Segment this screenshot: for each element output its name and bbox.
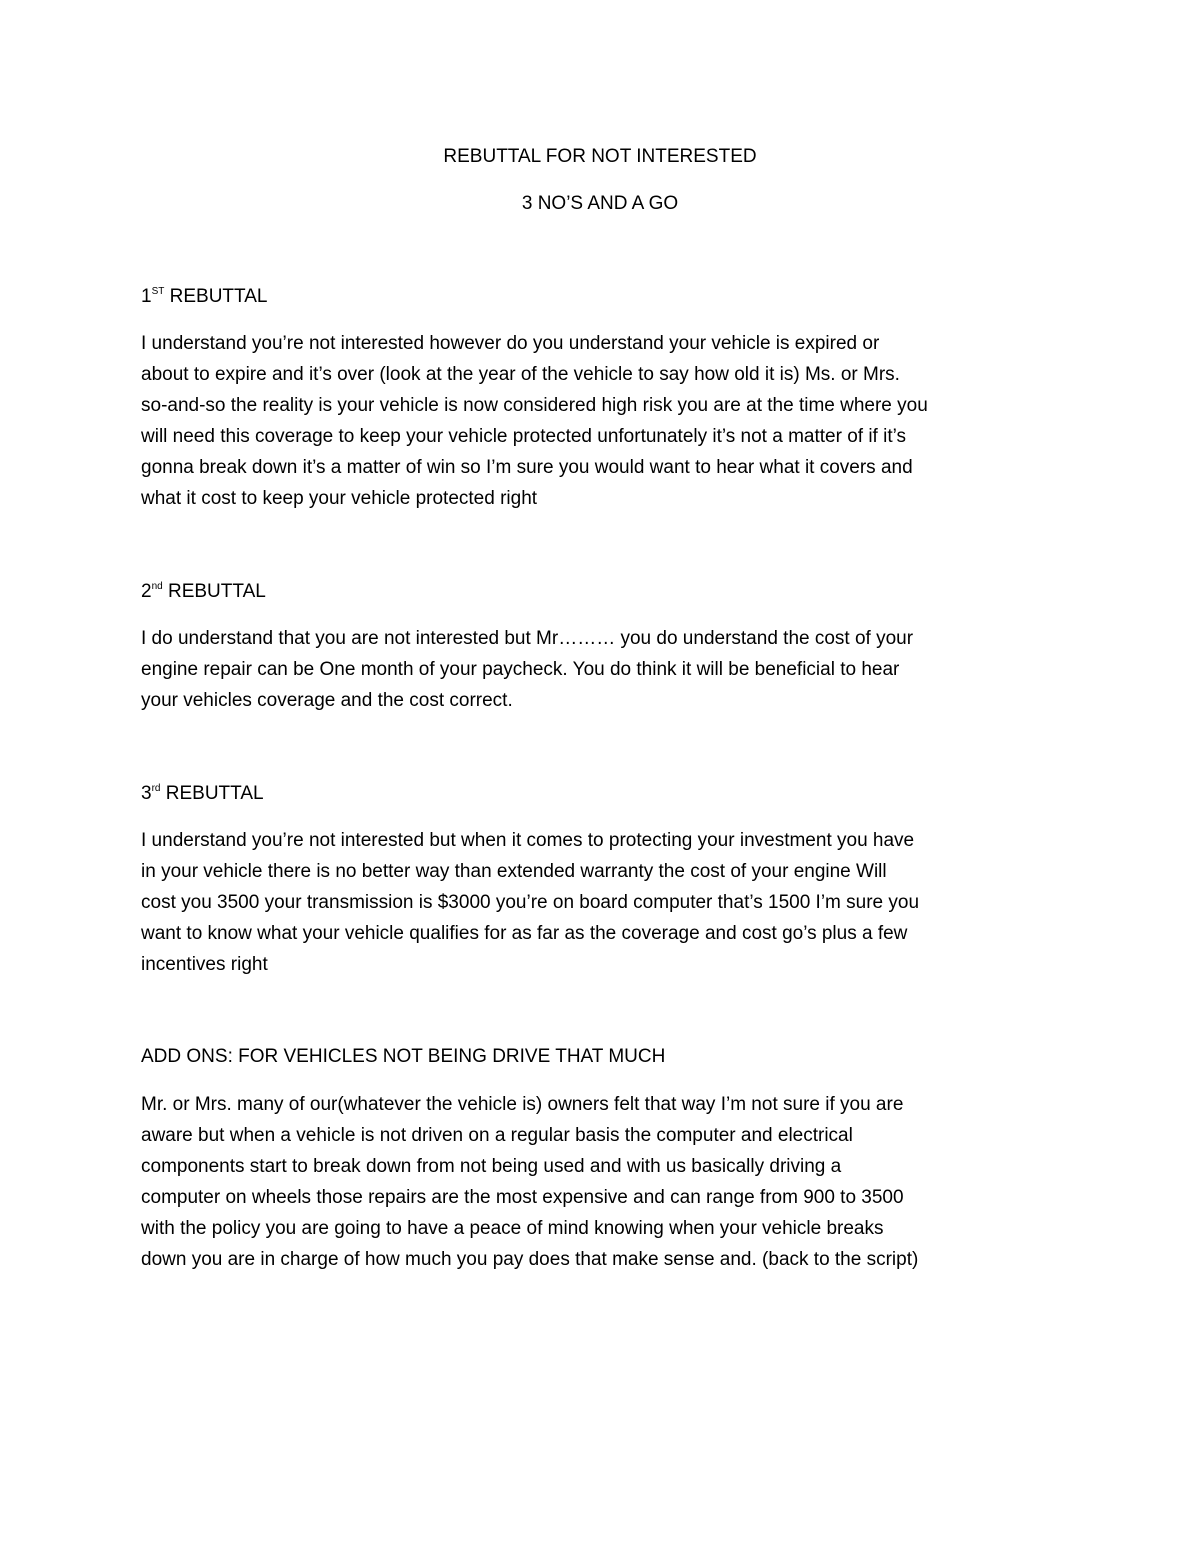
paragraph-line: engine repair can be One month of your paycheck. You do think it will be beneficial to hear — [141, 659, 900, 680]
paragraph-line: want to know what your vehicle qualifies for as far as the coverage and cost go’s plus a few — [141, 923, 908, 944]
paragraph-line: what it cost to keep your vehicle protected right — [141, 488, 538, 509]
document-subtitle: 3 NO’S AND A GO — [521, 193, 679, 214]
section-heading-add-ons: ADD ONS: FOR VEHICLES NOT BEING DRIVE THAT MUCH — [141, 1046, 666, 1067]
paragraph-line: aware but when a vehicle is not driven on a regular basis the computer and electrical — [141, 1125, 853, 1146]
paragraph-second-rebuttal — [141, 623, 1066, 716]
paragraph-line: will need this coverage to keep your vehicle protected unfortunately it’s not a matter of if it’s — [141, 426, 906, 447]
paragraph-add-ons — [141, 1089, 1066, 1275]
document-title: REBUTTAL FOR NOT INTERESTED — [443, 146, 757, 167]
section-heading-text: REBUTTAL — [162, 581, 266, 602]
ordinal-suffix: rd — [151, 783, 161, 794]
ordinal-suffix: nd — [151, 581, 163, 592]
paragraph-line: with the policy you are going to have a peace of mind knowing when your vehicle breaks — [141, 1218, 884, 1239]
paragraph-line: computer on wheels those repairs are the most expensive and can range from 900 to 3500 — [141, 1187, 904, 1208]
paragraph-line: I do understand that you are not interested but Mr……… you do understand the cost of your — [141, 628, 914, 649]
section-heading-third-rebuttal — [141, 783, 264, 805]
paragraph-line: your vehicles coverage and the cost correct. — [141, 690, 513, 711]
section-heading-text: REBUTTAL — [164, 286, 268, 307]
paragraph-line: Mr. or Mrs. many of our(whatever the vehicle is) owners felt that way I’m not sure if you are — [141, 1094, 904, 1115]
paragraph-line: components start to break down from not being used and with us basically driving a — [141, 1156, 842, 1177]
section-number: 3 — [141, 783, 152, 804]
section-heading-second-rebuttal — [141, 581, 266, 603]
paragraph-line: in your vehicle there is no better way than extended warranty the cost of your engine Will — [141, 861, 887, 882]
paragraph-line: gonna break down it’s a matter of win so I’m sure you would want to hear what it covers and — [141, 457, 913, 478]
paragraph-line: I understand you’re not interested but when it comes to protecting your investment you have — [141, 830, 915, 851]
paragraph-third-rebuttal — [141, 825, 1066, 980]
paragraph-line: so-and-so the reality is your vehicle is now considered high risk you are at the time where you — [141, 395, 928, 416]
section-number: 2 — [141, 581, 152, 602]
paragraph-line: down you are in charge of how much you pay does that make sense and. (back to the script) — [141, 1249, 919, 1270]
paragraph-line: I understand you’re not interested however do you understand your vehicle is expired or — [141, 333, 880, 354]
section-heading-text: REBUTTAL — [160, 783, 264, 804]
paragraph-line: about to expire and it’s over (look at the year of the vehicle to say how old it is) Ms. or Mrs. — [141, 364, 900, 385]
section-number: 1 — [141, 286, 152, 307]
paragraph-line: cost you 3500 your transmission is $3000 you’re on board computer that’s 1500 I’m sure you — [141, 892, 920, 913]
paragraph-first-rebuttal — [141, 328, 1066, 514]
section-heading-first-rebuttal — [141, 286, 267, 308]
paragraph-line: incentives right — [141, 954, 268, 975]
ordinal-suffix: ST — [151, 286, 165, 297]
